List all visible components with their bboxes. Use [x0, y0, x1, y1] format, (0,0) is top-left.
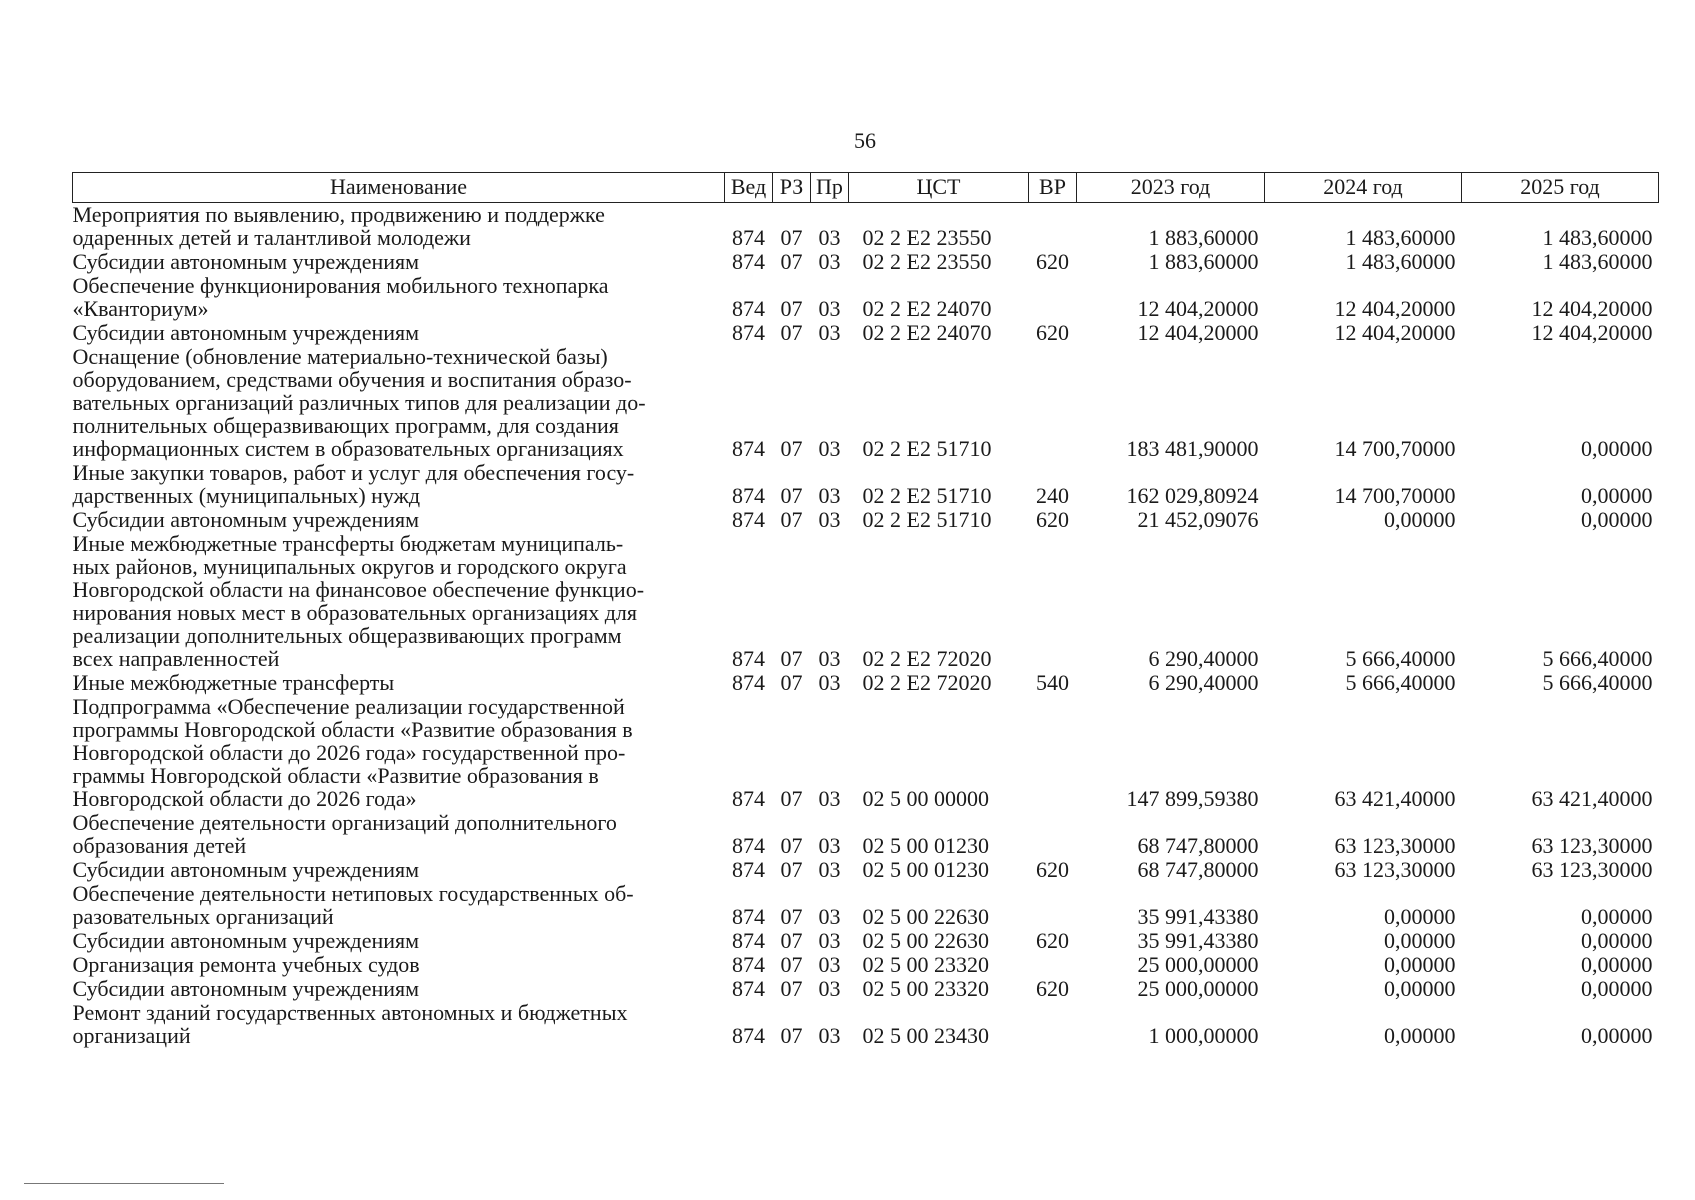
cell-2024: 63 123,30000	[1334, 833, 1456, 858]
cell-pr: 03	[818, 952, 841, 977]
cell-vr	[1029, 1001, 1077, 1048]
table-row	[73, 508, 1659, 532]
table-row	[73, 532, 1659, 671]
cell-vr: 620	[1036, 928, 1069, 953]
cell-pr: 03	[818, 976, 841, 1001]
cell-2024: 63 123,30000	[1334, 857, 1456, 882]
table-row	[73, 977, 1659, 1001]
cell-ved: 874	[732, 249, 765, 274]
cell-rz: 07	[780, 646, 803, 671]
table-row	[73, 858, 1659, 882]
cell-rz: 07	[780, 976, 803, 1001]
cell-vr	[1029, 953, 1077, 977]
cell-name: Субсидии автономным учреждениям	[72, 320, 420, 345]
cell-2023: 21 452,09076	[1137, 507, 1259, 532]
cell-rz: 07	[780, 857, 803, 882]
table-row	[73, 461, 1659, 508]
cell-2024: 12 404,20000	[1334, 320, 1456, 345]
cell-name: Подпрограмма «Обеспечение реализации государственной программы Новгородской области «Развитие образования в Новгородской области до 2026 года» государственной про- граммы Новгородской области «Развитие образования в Новгородской области до 2026 года»	[72, 694, 633, 811]
cell-vr	[1029, 203, 1077, 251]
cell-pr: 03	[818, 786, 841, 811]
header-2025: 2025 год	[1462, 173, 1659, 203]
cell-pr: 03	[818, 225, 841, 250]
cell-rz: 07	[780, 1023, 803, 1048]
table-row	[73, 345, 1659, 461]
cell-rz: 07	[780, 928, 803, 953]
table-row	[73, 321, 1659, 345]
header-vr: ВР	[1029, 173, 1077, 203]
cell-2024: 5 666,40000	[1345, 646, 1456, 671]
table-header-row	[73, 173, 1659, 203]
cell-pr: 03	[818, 833, 841, 858]
cell-2025: 0,00000	[1581, 1023, 1653, 1048]
cell-2024: 0,00000	[1384, 952, 1456, 977]
cell-rz: 07	[780, 904, 803, 929]
cell-2023: 12 404,20000	[1137, 320, 1259, 345]
header-cst: ЦСТ	[849, 173, 1029, 203]
cell-ved: 874	[732, 1023, 765, 1048]
cell-cst: 02 2 Е2 24070	[862, 320, 992, 345]
cell-rz: 07	[780, 507, 803, 532]
cell-ved: 874	[732, 904, 765, 929]
cell-vr	[1029, 811, 1077, 858]
cell-2023: 68 747,80000	[1137, 857, 1259, 882]
table-body	[73, 203, 1659, 1049]
table-row	[73, 811, 1659, 858]
page-number: 56	[854, 128, 876, 153]
cell-2025: 12 404,20000	[1531, 296, 1653, 321]
cell-2023: 1 883,60000	[1148, 249, 1259, 274]
cell-cst: 02 2 Е2 51710	[862, 507, 992, 532]
cell-ved: 874	[732, 952, 765, 977]
header-2024: 2024 год	[1265, 173, 1462, 203]
cell-cst: 02 5 00 22630	[862, 928, 989, 953]
cell-2025: 0,00000	[1581, 507, 1653, 532]
cell-name: Организация ремонта учебных судов	[72, 952, 420, 977]
cell-2023: 25 000,00000	[1137, 976, 1259, 1001]
cell-2025: 63 123,30000	[1531, 857, 1653, 882]
cell-2023: 35 991,43380	[1137, 928, 1259, 953]
cell-rz: 07	[780, 296, 803, 321]
cell-name: Мероприятия по выявлению, продвижению и поддержке одаренных детей и талантливой молодежи	[72, 202, 605, 250]
cell-ved: 874	[732, 646, 765, 671]
cell-cst: 02 5 00 23320	[862, 952, 989, 977]
cell-vr	[1029, 532, 1077, 671]
cell-2025: 0,00000	[1581, 436, 1653, 461]
budget-table	[72, 172, 1659, 1048]
cell-ved: 874	[732, 320, 765, 345]
cell-cst: 02 5 00 23320	[862, 976, 989, 1001]
cell-cst: 02 2 Е2 51710	[862, 436, 992, 461]
cell-pr: 03	[818, 646, 841, 671]
cell-name: Субсидии автономным учреждениям	[72, 857, 420, 882]
cell-vr: 620	[1036, 507, 1069, 532]
cell-vr	[1029, 274, 1077, 321]
cell-2023: 1 000,00000	[1148, 1023, 1259, 1048]
cell-pr: 03	[818, 249, 841, 274]
cell-2023: 35 991,43380	[1137, 904, 1259, 929]
cell-2023: 183 481,90000	[1126, 436, 1259, 461]
cell-2025: 0,00000	[1581, 483, 1653, 508]
cell-rz: 07	[780, 670, 803, 695]
cell-2025: 5 666,40000	[1542, 670, 1653, 695]
cell-vr: 540	[1036, 670, 1069, 695]
cell-rz: 07	[780, 483, 803, 508]
cell-2023: 1 883,60000	[1148, 225, 1259, 250]
cell-2025: 1 483,60000	[1542, 225, 1653, 250]
cell-vr: 620	[1036, 976, 1069, 1001]
cell-name: Иные межбюджетные трансферты	[72, 670, 395, 695]
cell-pr: 03	[818, 483, 841, 508]
cell-cst: 02 2 Е2 72020	[862, 670, 992, 695]
cell-2023: 6 290,40000	[1148, 670, 1259, 695]
table-row	[73, 203, 1659, 251]
cell-name: Ремонт зданий государственных автономных и бюджетных организаций	[72, 1000, 628, 1048]
cell-2024: 12 404,20000	[1334, 296, 1456, 321]
cell-rz: 07	[780, 436, 803, 461]
table-row	[73, 1001, 1659, 1048]
table-row	[73, 929, 1659, 953]
cell-ved: 874	[732, 857, 765, 882]
cell-2024: 0,00000	[1384, 1023, 1456, 1048]
cell-pr: 03	[818, 436, 841, 461]
cell-pr: 03	[818, 1023, 841, 1048]
cell-2023: 12 404,20000	[1137, 296, 1259, 321]
cell-pr: 03	[818, 904, 841, 929]
cell-ved: 874	[732, 670, 765, 695]
cell-vr	[1029, 695, 1077, 811]
cell-2025: 12 404,20000	[1531, 320, 1653, 345]
table-row	[73, 953, 1659, 977]
cell-2025: 0,00000	[1581, 928, 1653, 953]
cell-2024: 0,00000	[1384, 976, 1456, 1001]
cell-name: Иные закупки товаров, работ и услуг для обеспечения госу- дарственных (муниципальных) нужд	[72, 460, 635, 508]
cell-cst: 02 5 00 22630	[862, 904, 989, 929]
table-row	[73, 250, 1659, 274]
cell-pr: 03	[818, 296, 841, 321]
cell-2024: 1 483,60000	[1345, 225, 1456, 250]
table-row	[73, 274, 1659, 321]
cell-2025: 0,00000	[1581, 952, 1653, 977]
cell-name: Субсидии автономным учреждениям	[72, 928, 420, 953]
cell-2023: 6 290,40000	[1148, 646, 1259, 671]
cell-ved: 874	[732, 225, 765, 250]
header-ved: Вед	[725, 173, 773, 203]
cell-2024: 63 421,40000	[1334, 786, 1456, 811]
cell-pr: 03	[818, 928, 841, 953]
cell-cst: 02 5 00 23430	[862, 1023, 989, 1048]
table-row	[73, 695, 1659, 811]
cell-name: Иные межбюджетные трансферты бюджетам муниципаль- ных районов, муниципальных округов и городского округа Новгородской области на финансовое обеспечение функцио- нирования новых мест в образовательных организациях для реализации дополнительных общеразвивающих программ всех направленностей	[72, 531, 645, 671]
cell-pr: 03	[818, 320, 841, 345]
cell-name: Обеспечение функционирования мобильного технопарка «Кванториум»	[72, 273, 609, 321]
table-row	[73, 882, 1659, 929]
cell-rz: 07	[780, 249, 803, 274]
cell-ved: 874	[732, 483, 765, 508]
cell-2025: 63 421,40000	[1531, 786, 1653, 811]
cell-2024: 14 700,70000	[1334, 436, 1456, 461]
header-rz: РЗ	[773, 173, 811, 203]
cell-name: Обеспечение деятельности организаций дополнительного образования детей	[72, 810, 617, 858]
cell-rz: 07	[780, 225, 803, 250]
cell-2024: 0,00000	[1384, 507, 1456, 532]
cell-cst: 02 5 00 01230	[862, 833, 989, 858]
cell-cst: 02 5 00 01230	[862, 857, 989, 882]
cell-ved: 874	[732, 833, 765, 858]
cell-name: Субсидии автономным учреждениям	[72, 249, 420, 274]
cell-ved: 874	[732, 296, 765, 321]
header-name: Наименование	[73, 173, 725, 203]
cell-vr	[1029, 882, 1077, 929]
cell-name: Субсидии автономным учреждениям	[72, 507, 420, 532]
cell-2025: 0,00000	[1581, 904, 1653, 929]
cell-cst: 02 2 Е2 51710	[862, 483, 992, 508]
cell-vr: 620	[1036, 249, 1069, 274]
cell-name: Субсидии автономным учреждениям	[72, 976, 420, 1001]
table-row	[73, 671, 1659, 695]
header-pr: Пр	[811, 173, 849, 203]
cell-2025: 5 666,40000	[1542, 646, 1653, 671]
cell-ved: 874	[732, 436, 765, 461]
header-2023: 2023 год	[1077, 173, 1265, 203]
cell-cst: 02 5 00 00000	[862, 786, 989, 811]
cell-2023: 162 029,80924	[1126, 483, 1259, 508]
cell-rz: 07	[780, 786, 803, 811]
cell-cst: 02 2 Е2 23550	[862, 225, 992, 250]
cell-cst: 02 2 Е2 24070	[862, 296, 992, 321]
cell-vr: 240	[1036, 483, 1069, 508]
cell-rz: 07	[780, 833, 803, 858]
cell-vr: 620	[1036, 857, 1069, 882]
cell-2023: 147 899,59380	[1126, 786, 1259, 811]
cell-vr	[1029, 345, 1077, 461]
cell-2025: 63 123,30000	[1531, 833, 1653, 858]
cell-2025: 0,00000	[1581, 976, 1653, 1001]
cell-2023: 68 747,80000	[1137, 833, 1259, 858]
cell-rz: 07	[780, 320, 803, 345]
cell-vr: 620	[1036, 320, 1069, 345]
cell-pr: 03	[818, 857, 841, 882]
cell-2024: 14 700,70000	[1334, 483, 1456, 508]
cell-ved: 874	[732, 976, 765, 1001]
cell-ved: 874	[732, 507, 765, 532]
cell-name: Оснащение (обновление материально-технической базы) оборудованием, средствами обучения и воспитания образо- вательных организаций различных типов для реализации до- полнительных общеразвивающих программ, для создания информационных систем в образовательных организациях	[72, 344, 646, 461]
cell-2023: 25 000,00000	[1137, 952, 1259, 977]
cell-2024: 0,00000	[1384, 904, 1456, 929]
cell-pr: 03	[818, 507, 841, 532]
cell-rz: 07	[780, 952, 803, 977]
cell-ved: 874	[732, 928, 765, 953]
cell-2024: 0,00000	[1384, 928, 1456, 953]
cell-cst: 02 2 Е2 72020	[862, 646, 992, 671]
cell-name: Обеспечение деятельности нетиповых государственных об- разовательных организаций	[72, 881, 634, 929]
cell-cst: 02 2 Е2 23550	[862, 249, 992, 274]
cell-ved: 874	[732, 786, 765, 811]
cell-pr: 03	[818, 670, 841, 695]
cell-2024: 1 483,60000	[1345, 249, 1456, 274]
footer-divider	[24, 1183, 224, 1184]
cell-2025: 1 483,60000	[1542, 249, 1653, 274]
cell-2024: 5 666,40000	[1345, 670, 1456, 695]
